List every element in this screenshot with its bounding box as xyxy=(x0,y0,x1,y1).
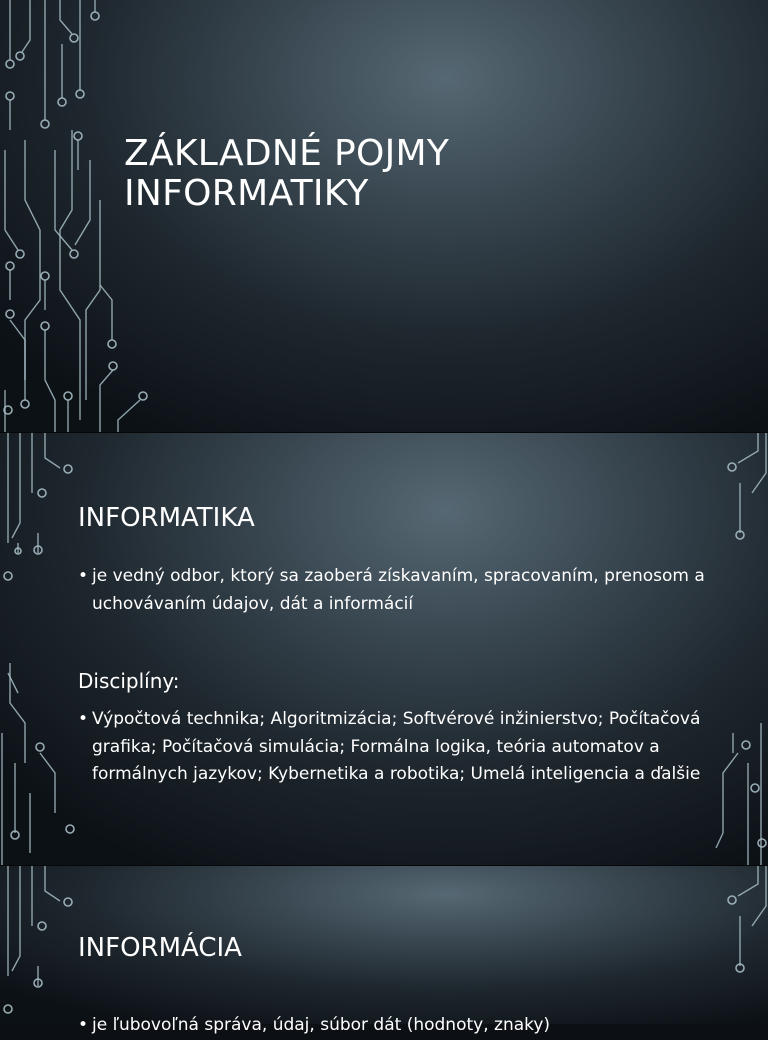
slide-title xyxy=(0,0,768,432)
circuit-decoration-right xyxy=(678,866,768,1024)
circuit-decoration-left xyxy=(0,0,160,432)
circuit-decoration-left xyxy=(0,433,90,865)
definition-bullet xyxy=(78,1012,712,1040)
presentation-title: ZÁKLADNÉ POJMY INFORMATIKY xyxy=(124,133,450,214)
bullet-icon: • xyxy=(78,1015,89,1035)
slide-informatika xyxy=(0,433,768,865)
slide-informacia xyxy=(0,866,768,1035)
circuit-decoration-left xyxy=(0,866,80,1024)
circuit-decoration-right xyxy=(678,433,768,865)
slide-heading: INFORMATIKA xyxy=(78,503,255,533)
bullet-text: Výpočtová technika; Algoritmizácia; Softvérové inžinierstvo; Počítačová grafika; Počítačová simulácia; Formálna logika, teória automatov a formálnych jazykov; Kybernetika a robotika; Umelá inteligencia a ďalšie xyxy=(92,709,701,784)
bullet-icon: • xyxy=(78,709,89,729)
disciplines-subheading: Disciplíny: xyxy=(78,669,180,693)
bullet-icon: • xyxy=(78,566,89,586)
slide-heading: INFORMÁCIA xyxy=(78,933,242,963)
bullet-text: je ľubovoľná správa, údaj, súbor dát (hodnoty, znaky) xyxy=(92,1015,551,1035)
definition-bullet xyxy=(78,563,712,618)
disciplines-bullet xyxy=(78,706,712,789)
bullet-text: je vedný odbor, ktorý sa zaoberá získavaním, spracovaním, prenosom a uchovávaním údajov, dát a informácií xyxy=(92,566,705,614)
